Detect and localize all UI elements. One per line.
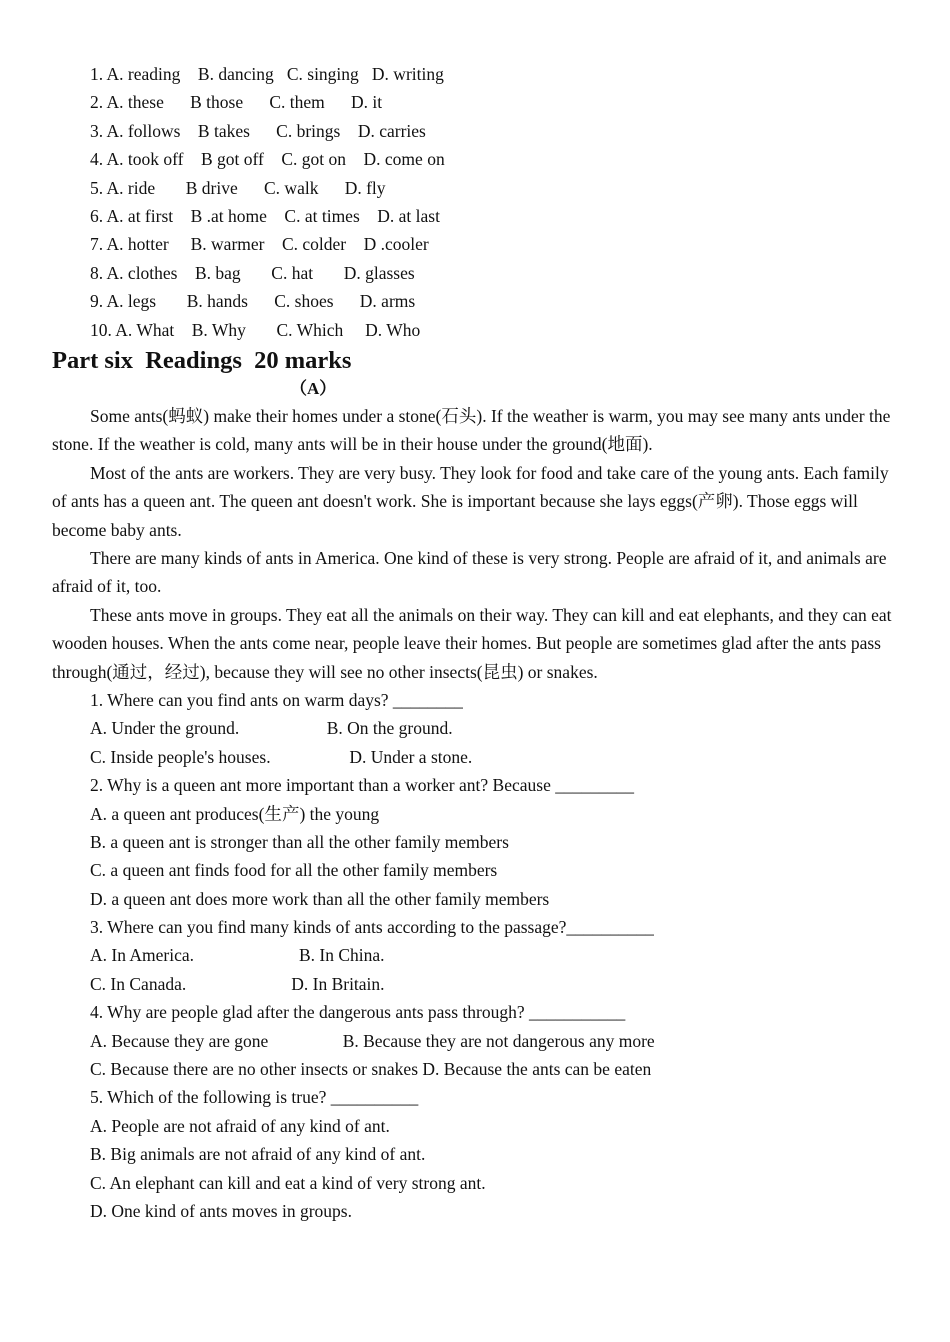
cloze-option-line-10: 10. A. What B. Why C. Which D. Who xyxy=(90,319,421,340)
cloze-option-line-9: 9. A. legs B. hands C. shoes D. arms xyxy=(90,291,416,312)
question-line: C. An elephant can kill and eat a kind of very strong ant. xyxy=(90,1172,486,1193)
cloze-option-line-8: 8. A. clothes B. bag C. hat D. glasses xyxy=(90,262,415,283)
question-line: B. a queen ant is stronger than all the other family members xyxy=(90,831,509,852)
question-line: 3. Where can you find many kinds of ants according to the passage?__________ xyxy=(90,917,654,938)
passage-paragraph-1: Some ants(蚂蚁) make their homes under a stone(石头). If the weather is warm, you may see many ants under the stone. If the weather is cold, many ants will be in their house under the ground(地面). xyxy=(52,405,891,455)
cloze-options xyxy=(52,60,892,344)
question-line: C. In Canada. D. In Britain. xyxy=(90,973,385,994)
question-line: A. a queen ant produces(生产) the young xyxy=(90,803,380,824)
cloze-option-line-7: 7. A. hotter B. warmer C. colder D .cooler xyxy=(90,234,429,255)
question-line: B. Big animals are not afraid of any kind of ant. xyxy=(90,1144,426,1165)
passage-paragraph-2: Most of the ants are workers. They are very busy. They look for food and take care of the young ants. Each family of ants has a queen ant. The queen ant doesn't work. She is important because she lays eggs(产卵). Those eggs will become baby ants. xyxy=(52,462,889,540)
question-line: A. Under the ground. B. On the ground. xyxy=(90,718,453,739)
question-line: 5. Which of the following is true? __________ xyxy=(90,1087,419,1108)
section-a-label: （A） xyxy=(290,378,337,398)
cloze-option-line-6: 6. A. at first B .at home C. at times D. at last xyxy=(90,205,440,226)
question-line: D. One kind of ants moves in groups. xyxy=(90,1201,352,1221)
cloze-option-line-3: 3. A. follows B takes C. brings D. carries xyxy=(90,120,426,141)
question-line: A. Because they are gone B. Because they are not dangerous any more xyxy=(90,1030,655,1051)
part-six-title: Part six Readings 20 marks xyxy=(52,346,352,374)
passage-paragraph-4: These ants move in groups. They eat all the animals on their way. They can kill and eat elephants, and they can eat wooden houses. When the ants come near, people leave their homes. But people are sometimes glad after the ants pass through(通过，经过), because they will see no other insects(昆虫) or snakes. xyxy=(52,604,892,682)
question-line: C. Inside people's houses. D. Under a stone. xyxy=(90,746,473,767)
cloze-option-line-1: 1. A. reading B. dancing C. singing D. writing xyxy=(90,64,444,84)
cloze-option-line-2: 2. A. these B those C. them D. it xyxy=(90,92,383,113)
question-line: 2. Why is a queen ant more important than a worker ant? Because _________ xyxy=(90,775,634,796)
question-line: A. People are not afraid of any kind of ant. xyxy=(90,1115,390,1136)
cloze-option-line-4: 4. A. took off B got off C. got on D. come on xyxy=(90,149,445,170)
question-line: 4. Why are people glad after the dangerous ants pass through? ___________ xyxy=(90,1002,626,1023)
question-line: C. a queen ant finds food for all the other family members xyxy=(90,860,498,881)
question-line: C. Because there are no other insects or snakes D. Because the ants can be eaten xyxy=(90,1059,652,1080)
reading-questions xyxy=(52,686,892,1225)
question-line: D. a queen ant does more work than all the other family members xyxy=(90,888,550,909)
passage-paragraph-3: There are many kinds of ants in America. One kind of these is very strong. People are afraid of it, and animals are afraid of it, too. xyxy=(52,547,887,597)
exam-page xyxy=(52,60,892,1225)
question-line: A. In America. B. In China. xyxy=(90,945,385,966)
cloze-option-line-5: 5. A. ride B drive C. walk D. fly xyxy=(90,177,386,198)
question-line: 1. Where can you find ants on warm days? ________ xyxy=(90,689,463,710)
reading-passage xyxy=(52,402,892,686)
